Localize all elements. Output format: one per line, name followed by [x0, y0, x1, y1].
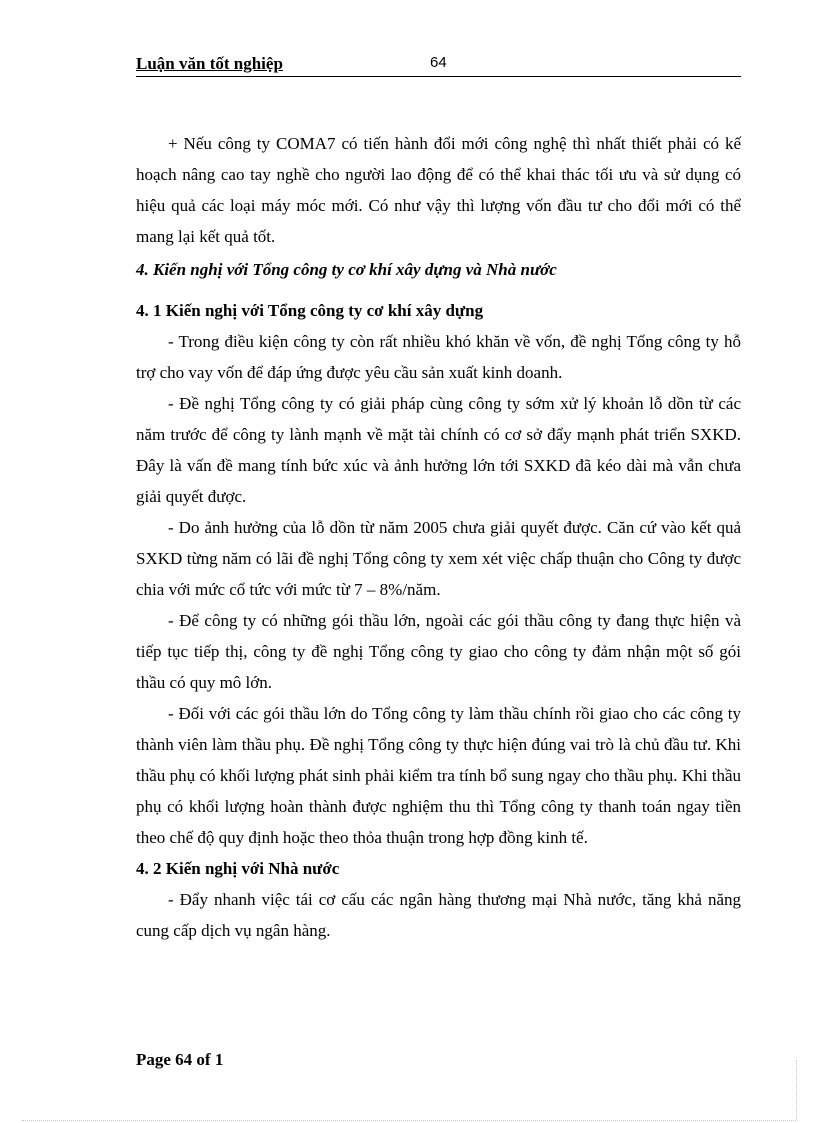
paragraph-dividend: - Do ảnh hưởng của lỗ dồn từ năm 2005 chưa giải quyết được. Căn cứ vào kết quả SXKD từng năm có lãi đề nghị Tổng công ty xem xét việc chấp thuận cho Công ty được chia với mức cổ tức với mức từ 7 – 8%/năm.: [136, 518, 741, 599]
page-header: [136, 52, 741, 77]
subsection-heading-4-1: 4. 1 Kiến nghị với Tổng công ty cơ khí xây dựng: [136, 301, 484, 320]
subsection-heading-4-2: 4. 2 Kiến nghị với Nhà nước: [136, 859, 340, 878]
page-bottom-border: [22, 1120, 796, 1121]
paragraph-coma7: + Nếu công ty COMA7 có tiến hành đổi mới công nghệ thì nhất thiết phải có kế hoạch nâng cao tay nghề cho người lao động để có thể khai thác tối ưu và sử dụng có hiệu quả các loại máy móc mới. Có như vậy thì lượng vốn đầu tư cho đổi mới có thể mang lại kết quả tốt.: [136, 134, 741, 246]
document-title: Luận văn tốt nghiệp: [136, 54, 283, 73]
header-page-number: 64: [430, 54, 447, 71]
page-footer: Page 64 of 1: [136, 1050, 224, 1069]
document-body: [136, 128, 741, 946]
paragraph-capital-support: - Trong điều kiện công ty còn rất nhiều khó khăn về vốn, đề nghị Tổng công ty hỗ trợ cho vay vốn để đáp ứng được yêu cầu sản xuất kinh doanh.: [136, 332, 741, 382]
page-right-border: [796, 1060, 797, 1120]
section-heading-4: 4. Kiến nghị với Tổng công ty cơ khí xây dựng và Nhà nước: [136, 260, 557, 279]
paragraph-loss-handling: - Đề nghị Tổng công ty có giải pháp cùng công ty sớm xử lý khoản lỗ dồn từ các năm trước để công ty lành mạnh về mặt tài chính có cơ sở đẩy mạnh phát triển SXKD. Đây là vấn đề mang tính bức xúc và ảnh hưởng lớn tới SXKD đã kéo dài mà vẫn chưa giải quyết được.: [136, 394, 741, 506]
paragraph-large-bids: - Để công ty có những gói thầu lớn, ngoài các gói thầu công ty đang thực hiện và tiếp tục tiếp thị, công ty đề nghị Tổng công ty giao cho công ty đảm nhận một số gói thầu có quy mô lớn.: [136, 611, 741, 692]
paragraph-subcontract: - Đối với các gói thầu lớn do Tổng công ty làm thầu chính rồi giao cho các công ty thành viên làm thầu phụ. Đề nghị Tổng công ty thực hiện đúng vai trò là chủ đầu tư. Khi thầu phụ có khối lượng phát sinh phải kiểm tra tính bổ sung ngay cho thầu phụ. Khi thầu phụ có khối lượng hoàn thành được nghiệm thu thì Tổng công ty thanh toán ngay tiền theo chế độ quy định hoặc theo thỏa thuận trong hợp đồng kinh tế.: [136, 704, 741, 847]
paragraph-bank-restructure: - Đẩy nhanh việc tái cơ cấu các ngân hàng thương mại Nhà nước, tăng khả năng cung cấp dịch vụ ngân hàng.: [136, 890, 741, 940]
